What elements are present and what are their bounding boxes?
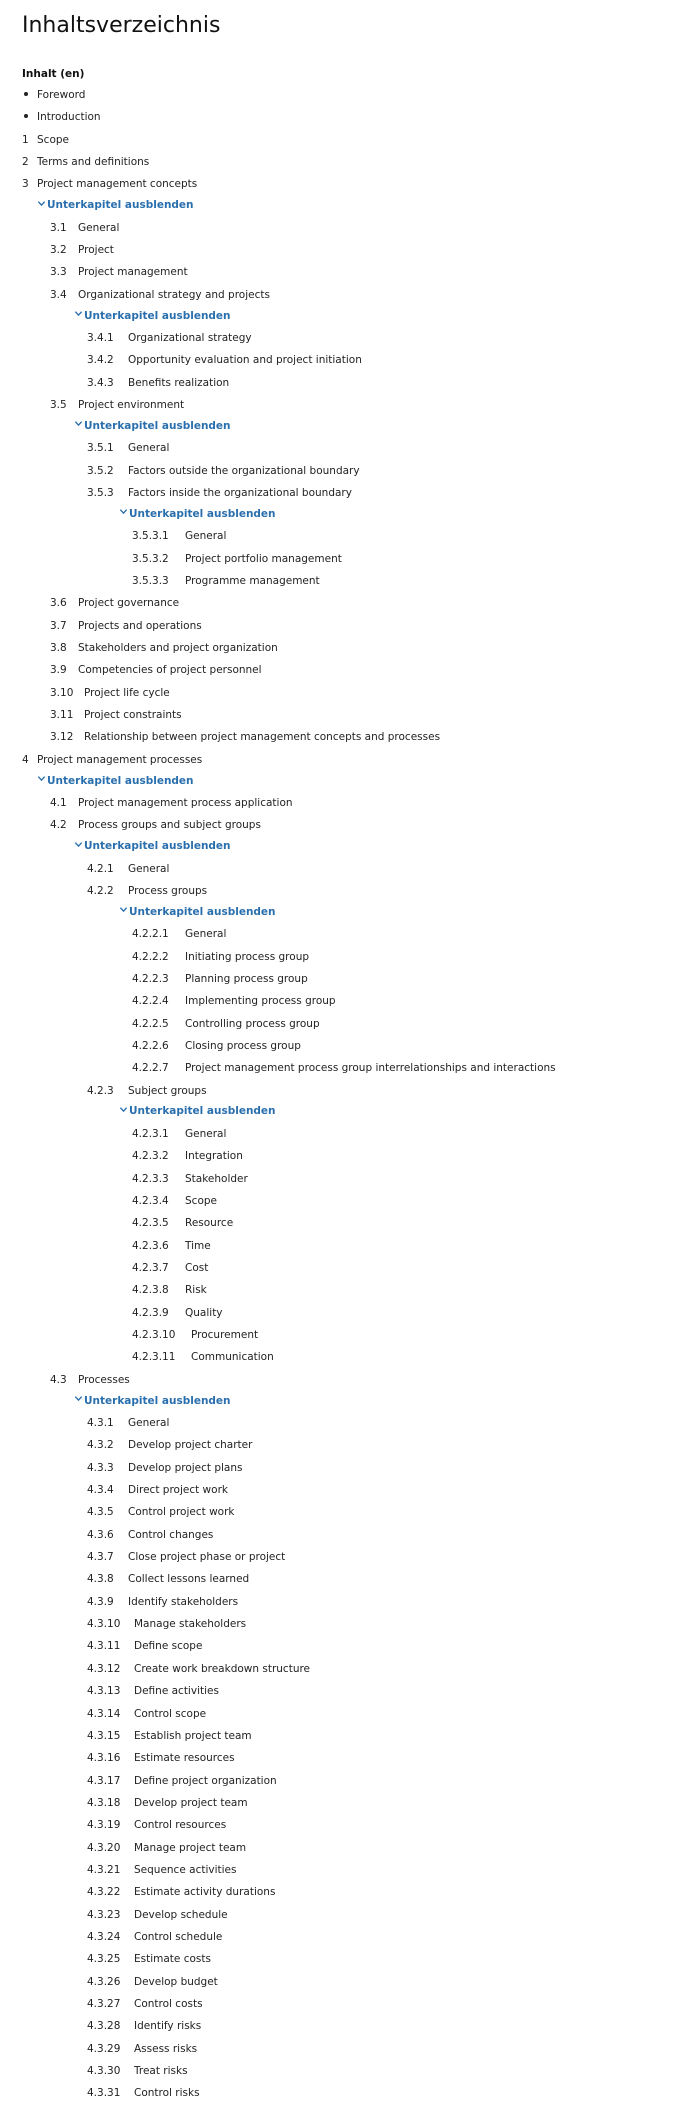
toc-entry-number: 3 xyxy=(22,178,29,191)
toc-entry[interactable] xyxy=(87,1770,277,1792)
toc-entry-number: 4.2.3.10 xyxy=(132,1329,176,1341)
toc-entry[interactable] xyxy=(132,1057,556,1079)
toc-entry-title: Develop project charter xyxy=(128,1439,253,1452)
toc-entry[interactable] xyxy=(132,1324,259,1346)
toc-entry-number: 3.4 xyxy=(50,288,67,301)
toc-entry-number: 4.3.3 xyxy=(87,1461,114,1474)
toc-entry-number: 4.3.10 xyxy=(87,1618,121,1631)
toc-entry-number: 4.3.24 xyxy=(87,1931,121,1943)
toc-entry-title: Closing process group xyxy=(185,1039,301,1052)
chevron-down-icon xyxy=(37,774,46,783)
toggle-label: Unterkapitel ausblenden xyxy=(47,199,194,212)
toc-entry-number: 4.3.16 xyxy=(87,1752,121,1765)
toc-entry-title: Communication xyxy=(191,1351,274,1364)
toc-entry-number: 4.2.3.1 xyxy=(132,1127,169,1140)
toc-entry-title: Terms and definitions xyxy=(37,156,150,169)
toc-entry-title: Opportunity evaluation and project initiation xyxy=(128,354,362,367)
toc-entry-title: Foreword xyxy=(37,89,86,101)
toc-entry[interactable] xyxy=(50,682,170,704)
toc-entry-number: 4.2.2.3 xyxy=(132,972,169,985)
toc-entry-title: Project constraints xyxy=(84,709,182,721)
toc-entry-title: General xyxy=(128,862,170,875)
toc-entry-number: 3.8 xyxy=(50,641,67,654)
toc-entry[interactable] xyxy=(87,1613,247,1635)
toc-entry-title: Subject groups xyxy=(128,1084,207,1097)
toc-entry[interactable] xyxy=(50,792,293,814)
toc-entry-number: 4.3.21 xyxy=(87,1863,121,1876)
toc-entry-title: Manage stakeholders xyxy=(134,1618,247,1631)
toggle-label: Unterkapitel ausblenden xyxy=(84,1394,231,1407)
toc-entry[interactable] xyxy=(50,814,261,836)
toc-entry[interactable] xyxy=(87,327,252,349)
toc-entry-title: Manage project team xyxy=(134,1841,247,1854)
toc-entry-title: Stakeholders and project organization xyxy=(78,641,278,654)
toc-entry[interactable] xyxy=(87,482,352,504)
toc-entry[interactable] xyxy=(87,1479,228,1501)
toggle-subchapters[interactable] xyxy=(119,902,276,922)
toc-entry-title: Project governance xyxy=(78,597,180,610)
toc-entry[interactable] xyxy=(87,2015,202,2037)
toc-entry[interactable] xyxy=(87,1635,203,1657)
toc-entry-title: Risk xyxy=(185,1284,207,1297)
toc-entry-number: 4.3.4 xyxy=(87,1484,114,1496)
toc-entry-title: Factors inside the organizational boundary xyxy=(128,486,352,499)
toc-entry-number: 4.1 xyxy=(50,796,67,809)
toc-entry[interactable] xyxy=(50,284,270,306)
toggle-subchapters[interactable] xyxy=(74,416,231,436)
toc-entry-number: 4.3.20 xyxy=(87,1841,121,1854)
toc-entry-title: Close project phase or project xyxy=(128,1551,286,1564)
chevron-down-icon xyxy=(37,199,46,208)
toc-entry-title: Processes xyxy=(78,1373,130,1386)
toc-entry[interactable] xyxy=(87,2082,200,2104)
toc-entry-number: 1 xyxy=(22,133,29,146)
toc-entry-number: 4.2.3.3 xyxy=(132,1172,169,1185)
toc-entry[interactable] xyxy=(132,1123,227,1145)
toc-entry-number: 4.3.2 xyxy=(87,1439,114,1452)
toc-entry-title: Develop budget xyxy=(134,1975,218,1988)
toc-entry-number: 3.5.3.1 xyxy=(132,530,169,543)
toc-entry-title: Treat risks xyxy=(134,2065,188,2078)
toc-entry-title: Control resources xyxy=(134,1819,227,1832)
toc-entry-title: Define project organization xyxy=(134,1774,277,1787)
toc-entry[interactable] xyxy=(87,1568,250,1590)
toc-entry-number: 4.2.2.1 xyxy=(132,928,169,941)
toc-entry[interactable] xyxy=(132,990,336,1012)
toc-entry[interactable] xyxy=(87,1792,248,1814)
toc-entry-number: 4.3.9 xyxy=(87,1595,114,1608)
toc-entry[interactable] xyxy=(87,1591,239,1613)
toc-entry-title: Integration xyxy=(185,1150,243,1163)
toc-entry-number: 4.3.31 xyxy=(87,2087,121,2100)
toc-entry-title: Develop project team xyxy=(134,1796,248,1809)
toc-entry[interactable] xyxy=(50,217,120,239)
toc-entry[interactable] xyxy=(50,659,262,681)
toc-entry[interactable] xyxy=(87,1457,243,1479)
toc-entry-title: Scope xyxy=(37,133,69,146)
toc-entry[interactable] xyxy=(87,1434,253,1456)
toc-entry-title: General xyxy=(185,530,227,543)
toc-entry-number: 4.2 xyxy=(50,819,67,832)
toc-entry-title: Time xyxy=(185,1239,211,1252)
toc-entry-title: Resource xyxy=(185,1217,234,1230)
toc-entry-title: Procurement xyxy=(191,1329,259,1341)
toc-entry[interactable] xyxy=(50,394,185,416)
toc-entry-title: Initiating process group xyxy=(185,950,310,963)
toc-entry-number: 4.3.27 xyxy=(87,1998,121,2011)
toc-entry-number: 3.3 xyxy=(50,266,67,279)
toc-entry-number: 4.2.2.6 xyxy=(132,1039,169,1052)
toc-entry-number: 4.3.6 xyxy=(87,1528,114,1541)
toc-entry[interactable] xyxy=(132,968,308,990)
toc-entry[interactable] xyxy=(87,1501,235,1523)
toc-entry-number: 4.2.3.11 xyxy=(132,1351,176,1364)
toc-entry[interactable] xyxy=(22,106,101,128)
toc-entry-title: Identify risks xyxy=(134,2020,202,2033)
toc-entry-number: 4.2.2.7 xyxy=(132,1062,169,1075)
toc-entry[interactable] xyxy=(87,1904,228,1926)
toc-entry[interactable] xyxy=(132,1212,234,1234)
toc-entry[interactable] xyxy=(132,1257,209,1279)
toc-entry-title: Relationship between project management concepts and processes xyxy=(84,731,441,744)
toc-entry-number: 4.2.3.9 xyxy=(132,1306,169,1319)
toc-entry[interactable] xyxy=(87,880,208,902)
toc-entry-number: 3.4.3 xyxy=(87,376,114,389)
toc-entry-number: 4.3.25 xyxy=(87,1953,121,1966)
toc-entry[interactable] xyxy=(87,1971,218,1993)
toc-entry-number: 4.2.2.4 xyxy=(132,995,169,1008)
toc-entry-title: Create work breakdown structure xyxy=(134,1662,311,1675)
toc-entry-title: Identify stakeholders xyxy=(128,1595,239,1608)
toc-entry[interactable] xyxy=(132,923,227,945)
toc-entry-number: 4.3.22 xyxy=(87,1886,121,1899)
toc-entry-number: 4.3.8 xyxy=(87,1573,114,1586)
toc-entry[interactable] xyxy=(87,2038,198,2060)
toc-entry[interactable] xyxy=(87,1725,252,1747)
toc-entry-number: 3.5 xyxy=(50,399,67,411)
toc-entry-title: Project portfolio management xyxy=(185,552,342,565)
toc-entry-number: 4.3.17 xyxy=(87,1774,121,1787)
toc-entry-title: Scope xyxy=(185,1194,217,1207)
toc-entry-number: 4.2.3.6 xyxy=(132,1239,169,1252)
toggle-label: Unterkapitel ausblenden xyxy=(47,774,194,787)
toggle-subchapters[interactable] xyxy=(74,1391,231,1411)
toggle-subchapters[interactable] xyxy=(74,306,231,326)
toc-entry-number: 4.3.14 xyxy=(87,1707,121,1720)
toc-entry[interactable] xyxy=(132,1346,274,1368)
toc-entry-title: Control changes xyxy=(128,1528,214,1541)
toc-entry[interactable] xyxy=(132,1235,211,1257)
toc-entry[interactable] xyxy=(87,1814,227,1836)
toggle-subchapters[interactable] xyxy=(37,195,194,215)
toc-entry-number: 4.3.26 xyxy=(87,1975,121,1988)
toc-entry[interactable] xyxy=(132,548,342,570)
toc-entry-number: 3.7 xyxy=(50,619,67,632)
toggle-label: Unterkapitel ausblenden xyxy=(129,507,276,520)
toc-entry[interactable] xyxy=(132,1013,320,1035)
toc-entry[interactable] xyxy=(87,1837,247,1859)
toc-entry[interactable] xyxy=(22,151,150,173)
toc-entry-number: 4.3.29 xyxy=(87,2042,121,2055)
toc-entry[interactable] xyxy=(132,1190,217,1212)
chevron-down-icon xyxy=(119,1105,128,1114)
toc-entry-title: General xyxy=(128,1416,170,1429)
toc-entry[interactable] xyxy=(87,1546,286,1568)
toc-entry[interactable] xyxy=(87,372,230,394)
toc-entry-number: 4.3.13 xyxy=(87,1685,121,1698)
toc-entry-title: Controlling process group xyxy=(185,1017,320,1030)
toc-entry-title: Process groups and subject groups xyxy=(78,819,261,832)
toc-entry-title: Programme management xyxy=(185,574,320,587)
toc-entry-number: 4.2.3.4 xyxy=(132,1194,169,1207)
toc-entry[interactable] xyxy=(132,1035,301,1057)
toc-entry[interactable] xyxy=(87,1680,219,1702)
toc-entry-title: General xyxy=(78,221,120,234)
toc-entry[interactable] xyxy=(50,261,188,283)
toc-entry[interactable] xyxy=(87,349,362,371)
toc-entry-number: 4.3.30 xyxy=(87,2065,121,2078)
toc-entry-number: 3.5.2 xyxy=(87,464,114,477)
toc-entry[interactable] xyxy=(87,1524,214,1546)
toc-entry-number: 3.5.3 xyxy=(87,486,114,499)
chevron-down-icon xyxy=(119,905,128,914)
toc-entry-title: Define scope xyxy=(134,1640,203,1653)
chevron-down-icon xyxy=(74,419,83,428)
toc-entry[interactable] xyxy=(87,858,170,880)
toc-entry-number: 4.2.3.8 xyxy=(132,1284,169,1297)
toc-entry-number: 2 xyxy=(22,156,29,169)
toc-entry-number: 4.3.5 xyxy=(87,1506,114,1519)
toc-entry[interactable] xyxy=(87,1658,311,1680)
toc-entry-title: Project environment xyxy=(78,399,185,411)
toc-entry-title: Control project work xyxy=(128,1506,235,1519)
toggle-subchapters[interactable] xyxy=(119,1101,276,1121)
toc-entry-number: 4.3.18 xyxy=(87,1796,121,1809)
toc-entry[interactable] xyxy=(50,726,441,748)
toc-entry-title: General xyxy=(185,928,227,941)
toc-entry-title: Stakeholder xyxy=(185,1172,248,1185)
chevron-down-icon xyxy=(119,507,128,516)
chevron-down-icon xyxy=(74,309,83,318)
toc-entry-title: Projects and operations xyxy=(78,619,202,632)
toc-entry-title: Collect lessons learned xyxy=(128,1573,250,1586)
toc-entry-title: Control schedule xyxy=(134,1931,223,1943)
toc-entry-title: Estimate resources xyxy=(134,1752,235,1765)
toc-entry-title: Direct project work xyxy=(128,1484,228,1496)
toc-entry-number: 3.2 xyxy=(50,244,67,256)
toc-entry-number: 3.4.2 xyxy=(87,354,114,367)
toc-entry-number: 4.2.3 xyxy=(87,1084,114,1097)
toc-entry-title: Control risks xyxy=(134,2087,200,2100)
toc-entry[interactable] xyxy=(87,1703,207,1725)
toggle-label: Unterkapitel ausblenden xyxy=(129,1105,276,1118)
toc-entry-title: General xyxy=(185,1127,227,1140)
toc-entry[interactable] xyxy=(22,84,86,106)
toc-entry-title: Quality xyxy=(185,1306,223,1319)
toc-entry-title: Project management xyxy=(78,266,188,279)
toggle-label: Unterkapitel ausblenden xyxy=(84,419,231,432)
toc-entry[interactable] xyxy=(132,1168,248,1190)
toc-entry-number: 4.3.19 xyxy=(87,1819,121,1832)
toc-entry-title: Project xyxy=(78,244,114,256)
toc-entry[interactable] xyxy=(50,615,202,637)
toc-entry-title: Establish project team xyxy=(134,1729,252,1742)
toc-entry-title: Competencies of project personnel xyxy=(78,664,262,677)
toc-entry-number: 4.3.12 xyxy=(87,1662,121,1675)
toc-entry-title: Organizational strategy xyxy=(128,331,252,344)
toc-entry[interactable] xyxy=(50,1369,130,1391)
toc-entry-title: General xyxy=(128,442,170,455)
toc-entry[interactable] xyxy=(50,239,114,261)
toc-entry-title: Develop schedule xyxy=(134,1908,228,1921)
toc-entry[interactable] xyxy=(87,1747,235,1769)
toc-entry-title: Estimate costs xyxy=(134,1953,211,1966)
toc-entry-number: 4.2.2.2 xyxy=(132,950,169,963)
toc-entry-number: 4.2.1 xyxy=(87,862,114,875)
chevron-down-icon xyxy=(74,840,83,849)
toggle-label: Unterkapitel ausblenden xyxy=(84,309,231,322)
toc-entry[interactable] xyxy=(87,437,170,459)
toc-entry[interactable] xyxy=(87,2060,188,2082)
page-title: Inhaltsverzeichnis xyxy=(22,13,221,38)
toc-entry[interactable] xyxy=(87,1080,207,1102)
toggle-label: Unterkapitel ausblenden xyxy=(129,905,276,918)
toc-entry-title: Benefits realization xyxy=(128,376,230,389)
toc-entry-title: Control costs xyxy=(134,1998,203,2011)
bullet-icon xyxy=(24,114,28,118)
toggle-label: Unterkapitel ausblenden xyxy=(84,840,231,853)
toc-entry-title: Cost xyxy=(185,1261,209,1274)
toc-entry-title: Control scope xyxy=(134,1707,207,1720)
toc-entry-number: 4 xyxy=(22,753,29,766)
toc-entry-title: Define activities xyxy=(134,1685,219,1698)
toc-entry[interactable] xyxy=(87,1859,237,1881)
toc-entry-title: Assess risks xyxy=(134,2042,198,2055)
toc-entry-number: 4.3 xyxy=(50,1373,67,1386)
toc-entry[interactable] xyxy=(132,946,310,968)
chevron-down-icon xyxy=(74,1394,83,1403)
toc-entry-title: Project management process group interrelationships and interactions xyxy=(185,1062,556,1075)
contents-label: Inhalt (en) xyxy=(22,68,85,80)
toc-entry-number: 4.2.2.5 xyxy=(132,1017,169,1030)
toc-entry[interactable] xyxy=(22,173,198,195)
toc-entry-title: Planning process group xyxy=(185,972,308,985)
toc-entry-title: Organizational strategy and projects xyxy=(78,288,270,301)
toc-entry-number: 3.5.3.3 xyxy=(132,574,169,587)
toc-entry-title: Process groups xyxy=(128,884,208,897)
toc-entry[interactable] xyxy=(132,1279,207,1301)
toc-entry-number: 3.6 xyxy=(50,597,67,610)
toc-entry[interactable] xyxy=(132,1302,223,1324)
toc-entry[interactable] xyxy=(87,1412,170,1434)
toc-entry[interactable] xyxy=(87,1881,276,1903)
toc-entry-title: Sequence activities xyxy=(134,1863,237,1876)
toc-entry-number: 3.5.1 xyxy=(87,442,114,455)
toc-entry-number: 4.3.15 xyxy=(87,1729,121,1742)
toc-entry[interactable] xyxy=(50,637,278,659)
toc-entry-number: 3.12 xyxy=(50,731,74,744)
toc-entry-number: 4.2.3.7 xyxy=(132,1261,169,1274)
toc-entry-number: 3.4.1 xyxy=(87,331,114,344)
toc-entry-title: Implementing process group xyxy=(185,995,336,1008)
toc-entry-number: 3.9 xyxy=(50,664,67,677)
toc-entry-number: 3.11 xyxy=(50,709,74,721)
toc-entry-title: Estimate activity durations xyxy=(134,1886,276,1899)
toc-entry-number: 4.3.28 xyxy=(87,2020,121,2033)
toc-entry[interactable] xyxy=(132,1145,243,1167)
toc-entry[interactable] xyxy=(22,129,69,151)
bullet-icon xyxy=(24,92,28,96)
toc-entry[interactable] xyxy=(87,460,360,482)
toc-entry[interactable] xyxy=(87,1948,211,1970)
toc-entry-number: 3.10 xyxy=(50,686,74,699)
toc-entry-number: 3.1 xyxy=(50,221,67,234)
toggle-subchapters[interactable] xyxy=(119,504,276,524)
toggle-subchapters[interactable] xyxy=(37,771,194,791)
toc-entry-title: Project management process application xyxy=(78,796,293,809)
toc-entry-number: 4.3.23 xyxy=(87,1908,121,1921)
toc-entry[interactable] xyxy=(87,1993,203,2015)
toc-entry[interactable] xyxy=(50,704,182,726)
toc-entry-number: 4.3.1 xyxy=(87,1416,114,1429)
toc-entry[interactable] xyxy=(87,1926,223,1948)
toc-entry-title: Develop project plans xyxy=(128,1461,243,1474)
toc-entry-number: 4.3.11 xyxy=(87,1640,121,1653)
toggle-subchapters[interactable] xyxy=(74,836,231,856)
toc-entry-title: Project life cycle xyxy=(84,686,170,699)
toc-entry[interactable] xyxy=(22,749,203,771)
toc-entry[interactable] xyxy=(50,592,180,614)
toc-entry-number: 3.5.3.2 xyxy=(132,552,169,565)
toc-entry[interactable] xyxy=(132,570,320,592)
toc-entry-title: Project management concepts xyxy=(37,178,198,191)
toc-entry[interactable] xyxy=(132,525,227,547)
toc-entry-number: 4.3.7 xyxy=(87,1551,114,1564)
toc-entry-number: 4.2.3.5 xyxy=(132,1217,169,1230)
toc-entry-number: 4.2.2 xyxy=(87,884,114,897)
toc-entry-title: Introduction xyxy=(37,111,101,124)
toc-entry-title: Project management processes xyxy=(37,753,203,766)
toc-entry-title: Factors outside the organizational boundary xyxy=(128,464,360,477)
toc-entry-number: 4.2.3.2 xyxy=(132,1150,169,1163)
